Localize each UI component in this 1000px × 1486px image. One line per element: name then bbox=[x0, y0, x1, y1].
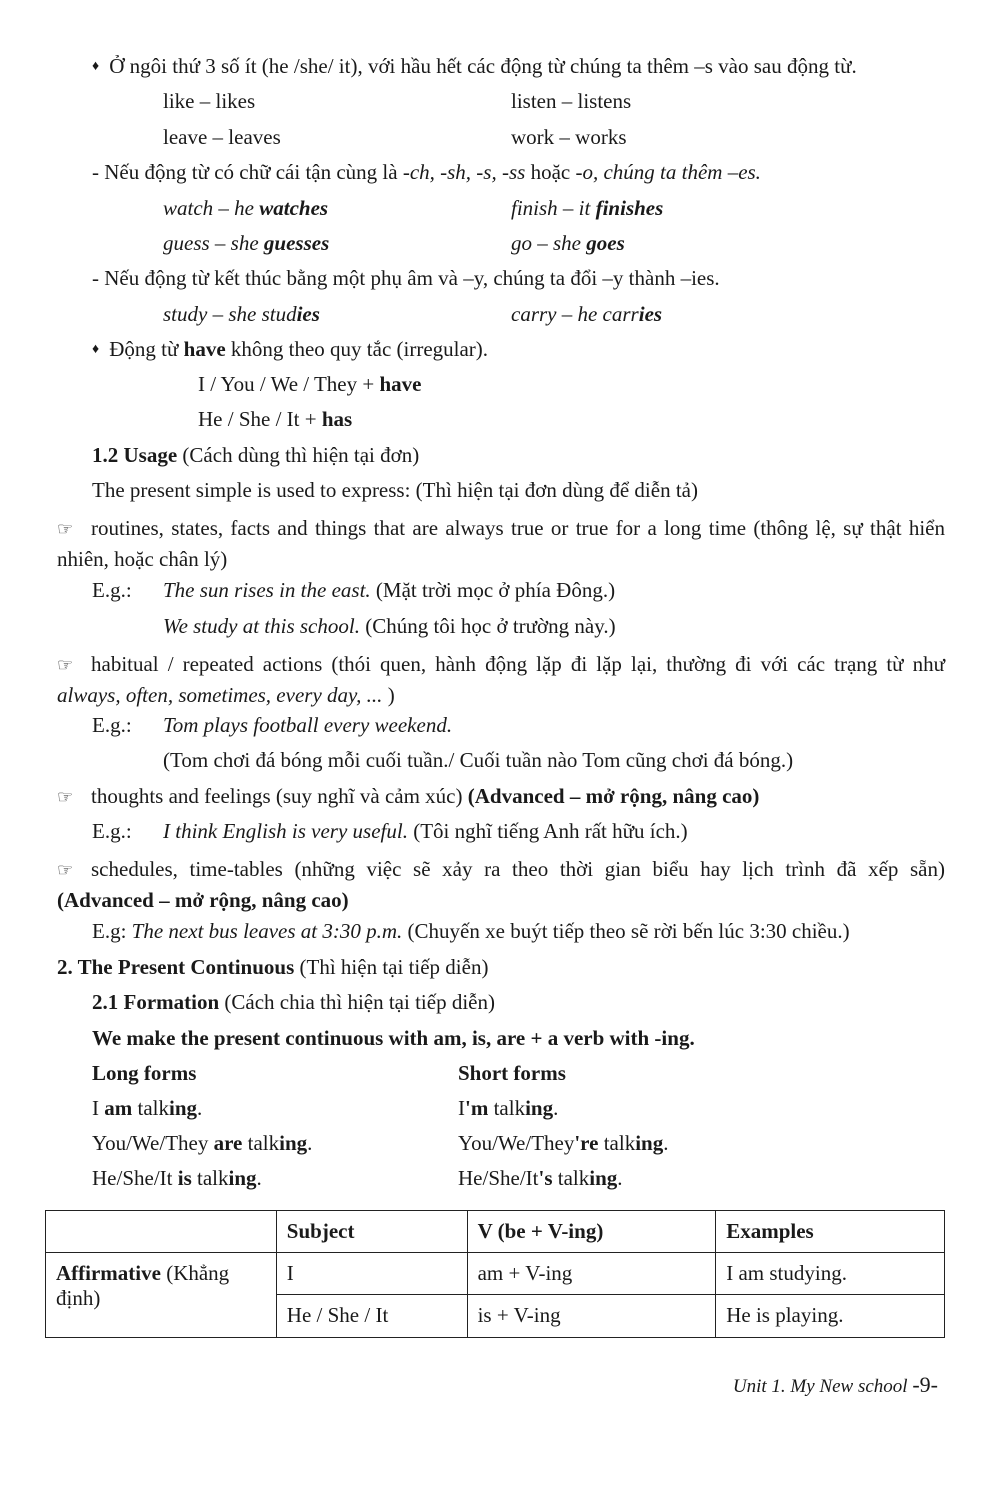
example-sentence: Tom plays football every weekend. bbox=[163, 713, 453, 737]
example-right: listen – listens bbox=[511, 89, 632, 113]
es-rule: - Nếu động từ có chữ cái tận cùng là -ch, -sh, -s, -ss hoặc -o, chúng ta thêm –es. bbox=[92, 160, 761, 184]
formation-rule: We make the present continuous with am, is, are + a verb with -ing. bbox=[92, 1026, 695, 1050]
short-forms-label: Short forms bbox=[458, 1061, 566, 1085]
present-continuous-table bbox=[45, 1210, 945, 1338]
long-form: You/We/They are talking. bbox=[92, 1131, 313, 1155]
pointing-hand-icon: ☞ bbox=[57, 655, 74, 675]
page-number: -9- bbox=[912, 1372, 938, 1397]
pointing-hand-icon: ☞ bbox=[57, 860, 74, 880]
example-sentence: The sun rises in the east. (Mặt trời mọc ở phía Đông.) bbox=[163, 578, 616, 602]
table-cell-verb: is + V-ing bbox=[467, 1295, 716, 1337]
table-header-cell: Examples bbox=[716, 1211, 945, 1253]
long-form: I am talking. bbox=[92, 1096, 203, 1120]
section-heading: 2. The Present Continuous (Thì hiện tại tiếp diễn) bbox=[57, 955, 489, 979]
example-left: like – likes bbox=[163, 89, 256, 113]
have-rule: ♦ Động từ have không theo quy tắc (irregular). bbox=[92, 337, 489, 361]
usage-item-habitual: ☞ habitual / repeated actions (thói quen, hành động lặp đi lặp lại, thường đi với các trạng từ như always, often, sometimes, every day, ... ) bbox=[57, 652, 945, 707]
formation-heading: 2.1 Formation (Cách chia thì hiện tại tiếp diễn) bbox=[92, 990, 495, 1014]
have-line: I / You / We / They + have bbox=[198, 372, 422, 396]
pointing-hand-icon: ☞ bbox=[57, 519, 74, 539]
ies-example: study – she studies bbox=[163, 302, 320, 326]
pointing-hand-icon: ☞ bbox=[57, 787, 74, 807]
example-sentence: I think English is very useful. (Tôi nghĩ tiếng Anh rất hữu ích.) bbox=[163, 819, 688, 843]
table-cell-verb: am + V-ing bbox=[467, 1253, 716, 1295]
usage-item-routines: ☞ routines, states, facts and things that are always true or true for a long time (thông lệ, sự thật hiển nhiên, hoặc chân lý) bbox=[57, 516, 945, 571]
usage-heading: 1.2 Usage (Cách dùng thì hiện tại đơn) bbox=[92, 443, 420, 467]
table-cell-example: He is playing. bbox=[716, 1295, 945, 1337]
example-translation: (Tom chơi đá bóng mỗi cuối tuần./ Cuối tuần nào Tom cũng chơi đá bóng.) bbox=[163, 748, 794, 772]
example-sentence: E.g: The next bus leaves at 3:30 p.m. (Chuyến xe buýt tiếp theo sẽ rời bến lúc 3:30 chiều.) bbox=[92, 919, 850, 943]
example-sentence: We study at this school. (Chúng tôi học ở trường này.) bbox=[163, 614, 616, 638]
es-example: guess – she guesses bbox=[163, 231, 330, 255]
long-forms-label: Long forms bbox=[92, 1061, 197, 1085]
short-form: He/She/It's talking. bbox=[458, 1166, 623, 1190]
table-row bbox=[46, 1253, 945, 1295]
ies-example: carry – he carries bbox=[511, 302, 663, 326]
unit-title: Unit 1. My New school bbox=[732, 1376, 908, 1397]
es-example: go – she goes bbox=[511, 231, 625, 255]
es-example: finish – it finishes bbox=[511, 196, 664, 220]
table-header-cell: Subject bbox=[276, 1211, 467, 1253]
es-example: watch – he watches bbox=[163, 196, 329, 220]
table-cell-subject: He / She / It bbox=[276, 1295, 467, 1337]
table-header-cell bbox=[46, 1211, 277, 1253]
row-label-affirmative: Affirmative (Khẳng định) bbox=[46, 1253, 277, 1337]
long-form: He/She/It is talking. bbox=[92, 1166, 262, 1190]
usage-item-schedules: ☞ schedules, time-tables (những việc sẽ xảy ra theo thời gian biểu hay lịch trình đã xếp sẵn) (Advanced – mở rộng, nâng cao) bbox=[57, 857, 945, 912]
table-cell-subject: I bbox=[276, 1253, 467, 1295]
short-form: You/We/They're talking. bbox=[458, 1131, 669, 1155]
usage-intro: The present simple is used to express: (Thì hiện tại đơn dùng để diễn tả) bbox=[92, 478, 698, 502]
table-cell-example: I am studying. bbox=[716, 1253, 945, 1295]
example-right: work – works bbox=[511, 125, 627, 149]
usage-item-thoughts: ☞ thoughts and feelings (suy nghĩ và cảm xúc) (Advanced – mở rộng, nâng cao) bbox=[57, 784, 760, 808]
diamond-bullet-icon: ♦ bbox=[92, 59, 100, 74]
eg-label: E.g.: bbox=[92, 713, 132, 737]
example-left: leave – leaves bbox=[163, 125, 281, 149]
third-person-rule: ♦ Ở ngôi thứ 3 số ít (he /she/ it), với hầu hết các động từ chúng ta thêm –s vào sau động từ. bbox=[92, 54, 857, 78]
short-form: I'm talking. bbox=[458, 1096, 559, 1120]
has-line: He / She / It + has bbox=[198, 407, 353, 431]
table-header-row bbox=[46, 1211, 945, 1253]
page-footer bbox=[733, 1372, 938, 1399]
diamond-bullet-icon: ♦ bbox=[92, 342, 100, 357]
table-header-cell: V (be + V-ing) bbox=[467, 1211, 716, 1253]
ies-rule: - Nếu động từ kết thúc bằng một phụ âm và –y, chúng ta đổi –y thành –ies. bbox=[92, 266, 720, 290]
eg-label: E.g.: bbox=[92, 578, 132, 602]
eg-label: E.g.: bbox=[92, 819, 132, 843]
